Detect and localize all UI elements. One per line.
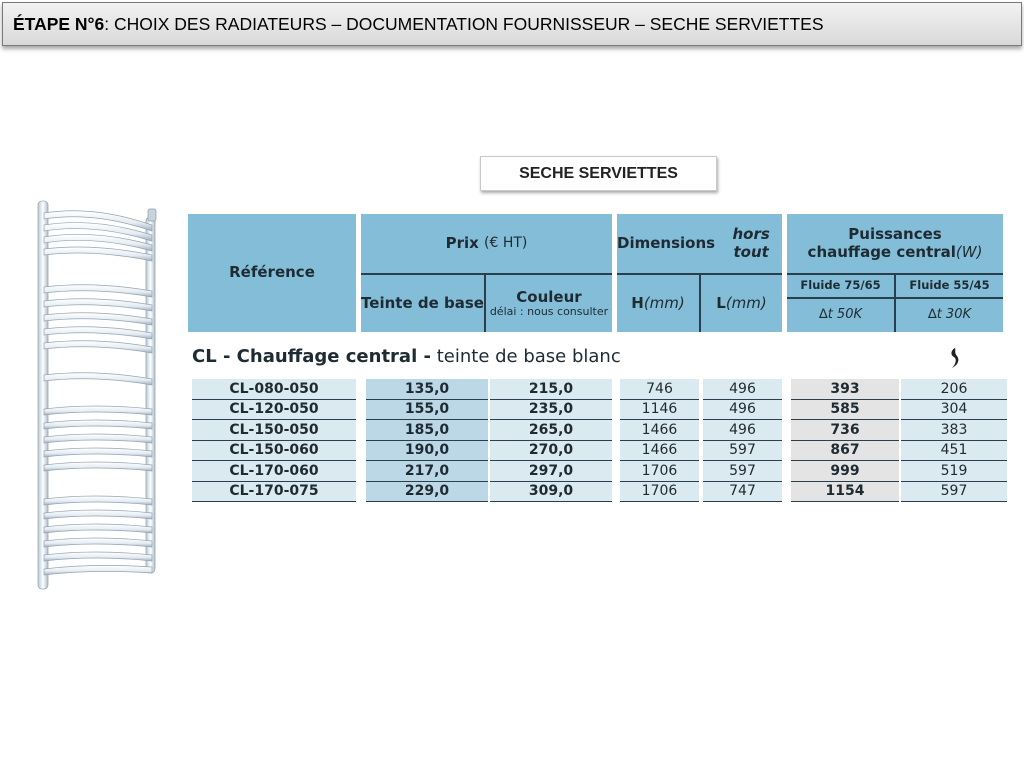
cell-l: 597 bbox=[703, 461, 782, 482]
product-line-heading-rest: teinte de base blanc bbox=[436, 346, 621, 367]
header-puissances-unit: (W) bbox=[955, 242, 983, 261]
cell-reference: CL-170-075 bbox=[192, 482, 356, 503]
header-delta-50k: ∆t 50K bbox=[787, 299, 894, 332]
cell-puissance-55-45: 451 bbox=[901, 441, 1007, 462]
cell-h: 1466 bbox=[620, 420, 699, 441]
cell-prix-couleur: 297,0 bbox=[490, 461, 612, 482]
header-divider bbox=[361, 273, 612, 275]
header-puissances-line1: Puissances bbox=[848, 225, 942, 244]
product-line-heading bbox=[192, 346, 621, 367]
cell-puissance-75-65: 999 bbox=[791, 461, 899, 482]
header-couleur-note: délai : nous consulter bbox=[489, 304, 609, 318]
header-l-label: L bbox=[716, 293, 726, 312]
cell-puissance-55-45: 383 bbox=[901, 420, 1007, 441]
cell-puissance-55-45: 206 bbox=[901, 379, 1007, 400]
header-dimensions-label: Dimensions bbox=[617, 233, 716, 252]
cell-prix-teinte: 229,0 bbox=[366, 482, 488, 503]
brand-logo bbox=[948, 345, 1010, 373]
cell-puissance-75-65: 1154 bbox=[791, 482, 899, 503]
header-couleur-label: Couleur bbox=[516, 287, 582, 306]
cell-puissance-75-65: 585 bbox=[791, 400, 899, 421]
cell-h: 1466 bbox=[620, 441, 699, 462]
cell-reference: CL-170-060 bbox=[192, 461, 356, 482]
product-line-heading-bold: CL - Chauffage central - bbox=[192, 346, 431, 367]
header-puissances-line2: chauffage central bbox=[807, 242, 956, 261]
slide-title-text: : CHOIX DES RADIATEURS – DOCUMENTATION FOURNISSEUR – SECHE SERVIETTES bbox=[104, 13, 824, 34]
header-prix-unit: (€ HT) bbox=[484, 235, 528, 252]
header-l bbox=[701, 275, 782, 332]
header-prix-label: Prix bbox=[445, 233, 479, 252]
cell-l: 597 bbox=[703, 441, 782, 462]
cell-reference: CL-120-050 bbox=[192, 400, 356, 421]
cell-prix-teinte: 190,0 bbox=[366, 441, 488, 462]
header-prix bbox=[361, 214, 612, 273]
cell-prix-couleur: 270,0 bbox=[490, 441, 612, 462]
towel-radiator-illustration bbox=[34, 195, 164, 595]
cell-h: 1706 bbox=[620, 461, 699, 482]
cell-h: 746 bbox=[620, 379, 699, 400]
header-teinte-de-base: Teinte de base bbox=[361, 275, 484, 332]
cell-l: 496 bbox=[703, 379, 782, 400]
cell-prix-teinte: 155,0 bbox=[366, 400, 488, 421]
cell-prix-teinte: 217,0 bbox=[366, 461, 488, 482]
header-dimensions-suffix: hors tout bbox=[732, 225, 770, 261]
cell-prix-couleur: 265,0 bbox=[490, 420, 612, 441]
header-h-unit: (mm) bbox=[643, 293, 685, 312]
header-fluide-75-65: Fluide 75/65 bbox=[787, 275, 894, 297]
header-divider bbox=[699, 275, 701, 332]
slide-title-step: ÉTAPE N°6 bbox=[13, 13, 105, 34]
slide-title bbox=[2, 2, 1022, 46]
cell-puissance-55-45: 519 bbox=[901, 461, 1007, 482]
header-dimensions bbox=[617, 214, 782, 273]
header-puissances bbox=[787, 214, 1003, 273]
cell-reference: CL-150-060 bbox=[192, 441, 356, 462]
section-label: SECHE SERVIETTES bbox=[480, 156, 717, 191]
cell-h: 1146 bbox=[620, 400, 699, 421]
cell-prix-couleur: 235,0 bbox=[490, 400, 612, 421]
cell-h: 1706 bbox=[620, 482, 699, 503]
cell-puissance-75-65: 736 bbox=[791, 420, 899, 441]
cell-prix-couleur: 309,0 bbox=[490, 482, 612, 503]
cell-puissance-55-45: 597 bbox=[901, 482, 1007, 503]
header-h-label: H bbox=[631, 293, 644, 312]
header-delta-30k: ∆t 30K bbox=[896, 299, 1003, 332]
cell-puissance-75-65: 867 bbox=[791, 441, 899, 462]
header-l-unit: (mm) bbox=[725, 293, 767, 312]
header-couleur bbox=[486, 275, 612, 332]
cell-l: 496 bbox=[703, 420, 782, 441]
cell-l: 496 bbox=[703, 400, 782, 421]
cell-prix-teinte: 135,0 bbox=[366, 379, 488, 400]
header-reference: Référence bbox=[188, 214, 356, 332]
cell-l: 747 bbox=[703, 482, 782, 503]
cell-puissance-55-45: 304 bbox=[901, 400, 1007, 421]
cell-reference: CL-080-050 bbox=[192, 379, 356, 400]
header-divider bbox=[894, 275, 896, 332]
cell-reference: CL-150-050 bbox=[192, 420, 356, 441]
header-fluide-55-45: Fluide 55/45 bbox=[896, 275, 1003, 297]
header-divider bbox=[484, 275, 486, 332]
header-h bbox=[617, 275, 699, 332]
cell-prix-teinte: 185,0 bbox=[366, 420, 488, 441]
cell-puissance-75-65: 393 bbox=[791, 379, 899, 400]
cell-prix-couleur: 215,0 bbox=[490, 379, 612, 400]
